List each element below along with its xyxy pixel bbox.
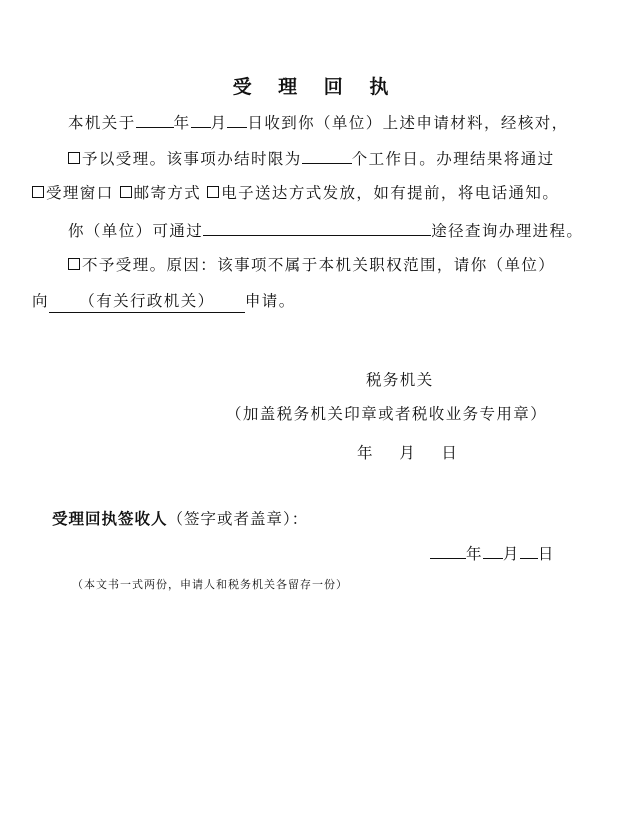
reject-text: 不予受理。原因：该事项不属于本机关职权范围，请你（单位） (82, 256, 556, 274)
paragraph-reject (68, 254, 604, 276)
authority-name: 税务机关 (366, 371, 434, 389)
paragraph-delivery-methods (32, 182, 604, 204)
electronic-option-label: 电子送达方式发放，如有提前，将电话通知。 (221, 184, 560, 202)
signature-day-field[interactable] (520, 541, 538, 559)
mail-checkbox[interactable] (120, 186, 132, 198)
redirect-prefix: 向 (32, 292, 49, 310)
deadline-days-field[interactable] (302, 146, 352, 164)
signature-date (430, 541, 555, 564)
signature-label-note: （签字或者盖章）： (167, 510, 309, 528)
received-year-field[interactable] (136, 110, 174, 128)
received-prefix: 本机关于 (68, 114, 136, 132)
accept-checkbox[interactable] (68, 152, 80, 164)
signature-label: 受理回执签收人 (52, 509, 168, 528)
received-month-field[interactable] (191, 110, 211, 128)
query-channel-field[interactable] (203, 218, 431, 236)
authority-date: 年 月 日 (357, 444, 459, 462)
redirect-agency-field[interactable]: （有关行政机关） (49, 290, 245, 313)
paragraph-redirect (32, 290, 604, 313)
signature-month-field[interactable] (483, 541, 503, 559)
signature-day-label: 日 (537, 545, 555, 563)
reject-checkbox[interactable] (68, 258, 80, 270)
paragraph-accept (68, 146, 604, 170)
paragraph-query (68, 218, 604, 242)
signature-year-field[interactable] (430, 541, 466, 559)
footnote: （本文书一式两份，申请人和税务机关各留存一份） (72, 578, 348, 591)
document-title: 受 理 回 执 (232, 76, 399, 98)
redirect-suffix: 申请。 (244, 292, 296, 310)
electronic-checkbox[interactable] (207, 186, 219, 198)
received-day-field[interactable] (227, 110, 247, 128)
signature-line (52, 507, 308, 529)
accept-suffix: 个工作日。办理结果将通过 (351, 150, 555, 168)
received-month-label: 月 (210, 114, 228, 132)
signature-month-label: 月 (502, 545, 520, 563)
window-checkbox[interactable] (32, 186, 44, 198)
received-suffix: 日收到你（单位）上述申请材料，经核对， (247, 114, 569, 132)
accept-text: 予以受理。该事项办结时限为 (82, 150, 302, 168)
authority-seal-note: （加盖税务机关印章或者税收业务专用章） (226, 405, 548, 423)
query-prefix: 你（单位）可通过 (68, 222, 204, 240)
signature-year-label: 年 (466, 545, 483, 563)
paragraph-received-date (68, 110, 604, 134)
received-year-label: 年 (173, 114, 191, 132)
mail-option-label: 邮寄方式 (133, 184, 202, 202)
query-suffix: 途径查询办理进程。 (431, 222, 584, 240)
window-option-label: 受理窗口 (46, 184, 114, 202)
